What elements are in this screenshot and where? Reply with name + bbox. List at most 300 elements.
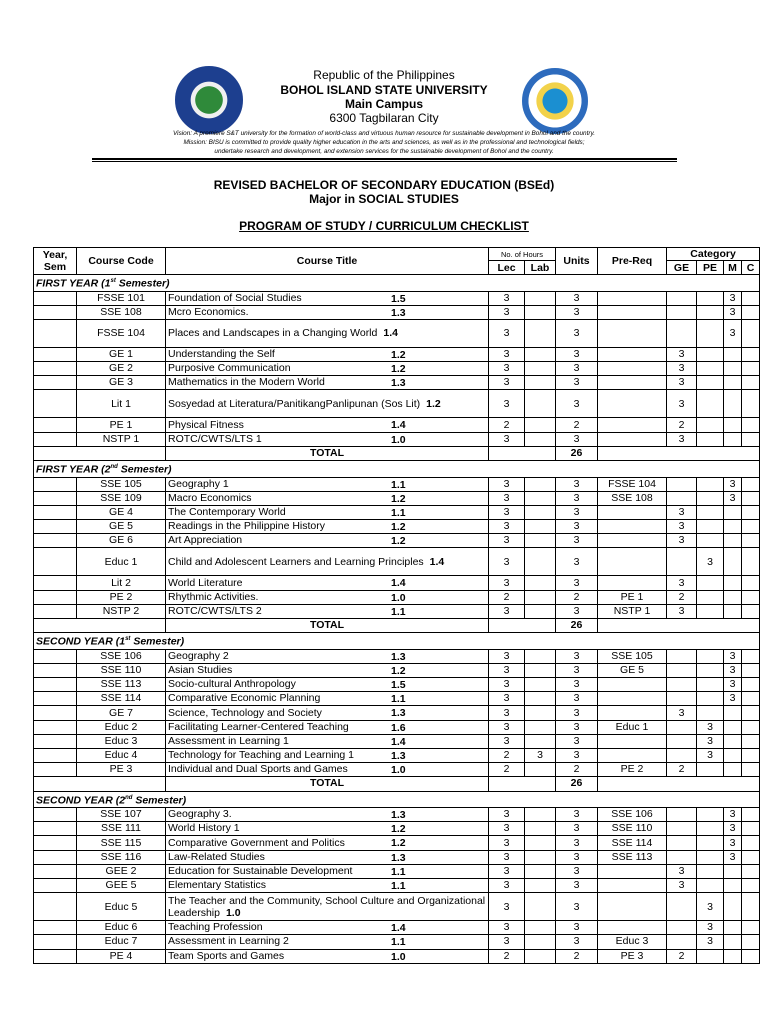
col-no-of-hours: No. of Hours bbox=[489, 248, 556, 261]
year-sem-cell bbox=[34, 520, 77, 534]
category-ge: 3 bbox=[667, 864, 697, 878]
pre-req: SSE 108 bbox=[598, 491, 667, 505]
units: 3 bbox=[556, 305, 598, 319]
course-title-text: Geography 1 bbox=[168, 477, 229, 490]
course-title-text: Team Sports and Games bbox=[168, 949, 285, 962]
category-ge: 3 bbox=[667, 362, 697, 376]
category-pe: 3 bbox=[697, 548, 724, 576]
category-m bbox=[724, 935, 742, 949]
course-title bbox=[166, 362, 489, 376]
semester-row bbox=[34, 633, 760, 650]
year-sem-cell bbox=[34, 720, 77, 734]
course-code: FSSE 101 bbox=[77, 291, 166, 305]
year-sem-cell bbox=[34, 663, 77, 677]
course-title bbox=[166, 376, 489, 390]
category-pe bbox=[697, 376, 724, 390]
lec-hours: 3 bbox=[489, 390, 525, 418]
lec-hours: 3 bbox=[489, 362, 525, 376]
units: 3 bbox=[556, 604, 598, 618]
lab-hours bbox=[525, 319, 556, 347]
category-pe bbox=[697, 305, 724, 319]
units: 3 bbox=[556, 376, 598, 390]
course-title bbox=[166, 808, 489, 822]
pre-req: GE 5 bbox=[598, 663, 667, 677]
units: 3 bbox=[556, 505, 598, 519]
course-row bbox=[34, 604, 760, 618]
header-divider bbox=[92, 158, 677, 160]
pre-req bbox=[598, 418, 667, 432]
category-c bbox=[742, 935, 760, 949]
course-title bbox=[166, 590, 489, 604]
course-title-text: Science, Technology and Society bbox=[168, 706, 322, 719]
year-sem-cell bbox=[34, 590, 77, 604]
category-c bbox=[742, 649, 760, 663]
category-m bbox=[724, 362, 742, 376]
units: 3 bbox=[556, 362, 598, 376]
lab-hours bbox=[525, 376, 556, 390]
course-code: PE 3 bbox=[77, 763, 166, 777]
course-code: Educ 3 bbox=[77, 734, 166, 748]
category-c bbox=[742, 921, 760, 935]
lec-hours: 3 bbox=[489, 720, 525, 734]
total-hours-spacer bbox=[489, 619, 556, 633]
category-pe bbox=[697, 836, 724, 850]
course-row bbox=[34, 864, 760, 878]
col-ge: GE bbox=[667, 261, 697, 275]
lab-hours bbox=[525, 808, 556, 822]
category-m bbox=[724, 893, 742, 921]
course-title-number: 1.2 bbox=[391, 535, 406, 548]
course-code: SSE 111 bbox=[77, 822, 166, 836]
course-title-number: 1.3 bbox=[391, 750, 406, 762]
year-sem-cell bbox=[34, 734, 77, 748]
course-title-text: Geography 2 bbox=[168, 649, 229, 662]
total-rest-spacer bbox=[598, 619, 760, 633]
category-ge bbox=[667, 749, 697, 763]
course-row bbox=[34, 590, 760, 604]
total-rest-spacer bbox=[598, 777, 760, 791]
course-title-number: 1.3 bbox=[391, 707, 406, 720]
col-units: Units bbox=[556, 248, 598, 275]
category-m bbox=[724, 576, 742, 590]
course-title bbox=[166, 432, 489, 446]
lec-hours: 2 bbox=[489, 949, 525, 963]
lec-hours: 3 bbox=[489, 376, 525, 390]
col-course-title: Course Title bbox=[166, 248, 489, 275]
pre-req: PE 2 bbox=[598, 763, 667, 777]
lab-hours bbox=[525, 548, 556, 576]
category-ge bbox=[667, 649, 697, 663]
category-m: 3 bbox=[724, 663, 742, 677]
lab-hours bbox=[525, 678, 556, 692]
units: 3 bbox=[556, 921, 598, 935]
year-sem-cell bbox=[34, 319, 77, 347]
year-sem-cell bbox=[34, 390, 77, 418]
units: 3 bbox=[556, 822, 598, 836]
course-title-text: Teaching Profession bbox=[168, 921, 263, 934]
course-title bbox=[166, 921, 489, 935]
course-title-text: Elementary Statistics bbox=[168, 879, 267, 892]
category-pe bbox=[697, 319, 724, 347]
course-row bbox=[34, 921, 760, 935]
category-c bbox=[742, 418, 760, 432]
course-title bbox=[166, 836, 489, 850]
category-pe: 3 bbox=[697, 749, 724, 763]
course-title-number: 1.3 bbox=[391, 851, 406, 864]
pre-req bbox=[598, 548, 667, 576]
year-sem-cell bbox=[34, 893, 77, 921]
pre-req bbox=[598, 864, 667, 878]
units: 3 bbox=[556, 836, 598, 850]
total-hours-spacer bbox=[489, 446, 556, 460]
course-row bbox=[34, 720, 760, 734]
category-c bbox=[742, 879, 760, 893]
course-title bbox=[166, 520, 489, 534]
course-code: GEE 2 bbox=[77, 864, 166, 878]
category-ge bbox=[667, 491, 697, 505]
pre-req bbox=[598, 734, 667, 748]
lab-hours bbox=[525, 418, 556, 432]
course-title-text: Art Appreciation bbox=[168, 534, 243, 547]
col-c: C bbox=[742, 261, 760, 275]
category-c bbox=[742, 491, 760, 505]
course-title-number: 1.4 bbox=[383, 327, 398, 340]
category-c bbox=[742, 305, 760, 319]
category-c bbox=[742, 893, 760, 921]
category-m: 3 bbox=[724, 291, 742, 305]
category-pe: 3 bbox=[697, 935, 724, 949]
course-code: Educ 4 bbox=[77, 749, 166, 763]
lab-hours bbox=[525, 520, 556, 534]
course-title-text: Child and Adolescent Learners and Learning Principles bbox=[168, 555, 424, 568]
lec-hours: 3 bbox=[489, 893, 525, 921]
total-row bbox=[34, 446, 760, 460]
course-code: Educ 2 bbox=[77, 720, 166, 734]
col-lab: Lab bbox=[525, 261, 556, 275]
course-title bbox=[166, 491, 489, 505]
course-title-text: ROTC/CWTS/LTS 1 bbox=[168, 432, 262, 445]
category-c bbox=[742, 836, 760, 850]
total-units: 26 bbox=[556, 619, 598, 633]
category-m: 3 bbox=[724, 305, 742, 319]
category-pe bbox=[697, 291, 724, 305]
year-sem-cell bbox=[34, 505, 77, 519]
lec-hours: 3 bbox=[489, 808, 525, 822]
category-m bbox=[724, 749, 742, 763]
category-ge: 3 bbox=[667, 706, 697, 720]
category-c bbox=[742, 850, 760, 864]
course-title-number: 1.1 bbox=[391, 605, 406, 618]
units: 3 bbox=[556, 734, 598, 748]
course-title bbox=[166, 291, 489, 305]
year-sem-cell bbox=[34, 850, 77, 864]
lab-hours bbox=[525, 491, 556, 505]
course-row bbox=[34, 376, 760, 390]
course-code: Educ 5 bbox=[77, 893, 166, 921]
course-title bbox=[166, 649, 489, 663]
course-code: NSTP 2 bbox=[77, 604, 166, 618]
lec-hours: 2 bbox=[489, 590, 525, 604]
category-pe bbox=[697, 520, 724, 534]
university-name: BOHOL ISLAND STATE UNIVERSITY bbox=[280, 83, 488, 97]
course-code: SSE 110 bbox=[77, 663, 166, 677]
category-m: 3 bbox=[724, 477, 742, 491]
category-pe bbox=[697, 432, 724, 446]
course-title bbox=[166, 850, 489, 864]
category-ge bbox=[667, 548, 697, 576]
course-row bbox=[34, 534, 760, 548]
lab-hours bbox=[525, 850, 556, 864]
course-title bbox=[166, 720, 489, 734]
lec-hours: 3 bbox=[489, 576, 525, 590]
units: 3 bbox=[556, 477, 598, 491]
lec-hours: 3 bbox=[489, 505, 525, 519]
category-pe bbox=[697, 949, 724, 963]
lec-hours: 3 bbox=[489, 649, 525, 663]
units: 3 bbox=[556, 678, 598, 692]
lab-hours bbox=[525, 935, 556, 949]
category-ge: 3 bbox=[667, 505, 697, 519]
pre-req: PE 3 bbox=[598, 949, 667, 963]
course-title-number: 1.4 bbox=[429, 555, 445, 568]
lec-hours: 3 bbox=[489, 864, 525, 878]
category-pe: 3 bbox=[697, 921, 724, 935]
course-title bbox=[166, 390, 489, 418]
units: 3 bbox=[556, 935, 598, 949]
lab-hours bbox=[525, 534, 556, 548]
course-title bbox=[166, 879, 489, 893]
lab-hours bbox=[525, 576, 556, 590]
category-m bbox=[724, 505, 742, 519]
city-line: 6300 Tagbilaran City bbox=[329, 111, 439, 125]
lec-hours: 3 bbox=[489, 291, 525, 305]
pre-req: PE 1 bbox=[598, 590, 667, 604]
course-row bbox=[34, 893, 760, 921]
semester-row bbox=[34, 791, 760, 808]
course-title-text: ROTC/CWTS/LTS 2 bbox=[168, 604, 262, 617]
category-ge bbox=[667, 836, 697, 850]
total-spacer bbox=[34, 446, 166, 460]
category-m bbox=[724, 734, 742, 748]
category-m bbox=[724, 590, 742, 604]
units: 2 bbox=[556, 418, 598, 432]
year-sem-cell bbox=[34, 649, 77, 663]
category-m bbox=[724, 879, 742, 893]
pre-req: SSE 106 bbox=[598, 808, 667, 822]
course-title-number: 1.0 bbox=[391, 591, 406, 604]
category-m bbox=[724, 376, 742, 390]
category-ge bbox=[667, 692, 697, 706]
lab-hours bbox=[525, 763, 556, 777]
category-ge: 3 bbox=[667, 432, 697, 446]
course-title-text: Macro Economics bbox=[168, 491, 252, 504]
units: 3 bbox=[556, 879, 598, 893]
course-title-number: 1.5 bbox=[391, 292, 406, 305]
course-row bbox=[34, 808, 760, 822]
program-title: REVISED BACHELOR OF SECONDARY EDUCATION (BSEd) bbox=[213, 178, 555, 192]
category-c bbox=[742, 319, 760, 347]
course-code: SSE 106 bbox=[77, 649, 166, 663]
lec-hours: 3 bbox=[489, 520, 525, 534]
course-row bbox=[34, 520, 760, 534]
pre-req bbox=[598, 505, 667, 519]
course-code: SSE 105 bbox=[77, 477, 166, 491]
units: 3 bbox=[556, 649, 598, 663]
curriculum-table bbox=[33, 247, 760, 964]
total-spacer bbox=[34, 619, 166, 633]
course-title-text: The Teacher and the Community, School Culture and Organizational Leadership bbox=[168, 894, 486, 919]
pre-req: SSE 105 bbox=[598, 649, 667, 663]
category-c bbox=[742, 576, 760, 590]
course-row bbox=[34, 749, 760, 763]
pre-req: SSE 114 bbox=[598, 836, 667, 850]
category-pe bbox=[697, 534, 724, 548]
category-m bbox=[724, 921, 742, 935]
pre-req: Educ 3 bbox=[598, 935, 667, 949]
category-m bbox=[724, 949, 742, 963]
course-title-number: 1.4 bbox=[391, 735, 406, 748]
category-ge: 3 bbox=[667, 347, 697, 361]
semester-label: FIRST YEAR (1st Semester) bbox=[34, 275, 760, 292]
course-title-text: Mathematics in the Modern World bbox=[168, 376, 325, 389]
category-m: 3 bbox=[724, 649, 742, 663]
lab-hours bbox=[525, 921, 556, 935]
course-code: GE 1 bbox=[77, 347, 166, 361]
lec-hours: 3 bbox=[489, 678, 525, 692]
semester-label: FIRST YEAR (2nd Semester) bbox=[34, 461, 760, 478]
course-code: GE 3 bbox=[77, 376, 166, 390]
category-c bbox=[742, 590, 760, 604]
lab-hours bbox=[525, 390, 556, 418]
category-pe bbox=[697, 879, 724, 893]
year-sem-cell bbox=[34, 864, 77, 878]
course-code: GE 4 bbox=[77, 505, 166, 519]
course-title-text: Foundation of Social Studies bbox=[168, 291, 302, 304]
course-title-number: 1.0 bbox=[391, 950, 406, 963]
course-row bbox=[34, 477, 760, 491]
lec-hours: 3 bbox=[489, 921, 525, 935]
course-row bbox=[34, 734, 760, 748]
category-ge bbox=[667, 663, 697, 677]
year-sem-cell bbox=[34, 822, 77, 836]
category-c bbox=[742, 949, 760, 963]
mission-statement: Mission: BISU is committed to provide quality higher education in the arts and sciences, as well as in the professional and technological fields; bbox=[183, 139, 585, 146]
col-pre-req: Pre-Req bbox=[598, 248, 667, 275]
republic-line: Republic of the Philippines bbox=[313, 68, 455, 82]
course-title-text: Assessment in Learning 1 bbox=[168, 734, 289, 747]
category-ge bbox=[667, 734, 697, 748]
units: 3 bbox=[556, 432, 598, 446]
col-category: Category bbox=[667, 248, 760, 261]
course-title bbox=[166, 734, 489, 748]
course-title-text: Comparative Economic Planning bbox=[168, 692, 321, 705]
pre-req bbox=[598, 347, 667, 361]
category-ge bbox=[667, 319, 697, 347]
pre-req bbox=[598, 319, 667, 347]
year-sem-cell bbox=[34, 376, 77, 390]
category-ge bbox=[667, 720, 697, 734]
course-title bbox=[166, 347, 489, 361]
year-sem-cell bbox=[34, 692, 77, 706]
year-sem-cell bbox=[34, 604, 77, 618]
course-code: SSE 115 bbox=[77, 836, 166, 850]
pre-req bbox=[598, 879, 667, 893]
category-c bbox=[742, 390, 760, 418]
category-pe bbox=[697, 362, 724, 376]
course-title bbox=[166, 749, 489, 763]
category-c bbox=[742, 477, 760, 491]
lec-hours: 3 bbox=[489, 836, 525, 850]
course-row bbox=[34, 706, 760, 720]
category-m: 3 bbox=[724, 850, 742, 864]
category-c bbox=[742, 864, 760, 878]
year-sem-cell bbox=[34, 305, 77, 319]
lec-hours: 2 bbox=[489, 418, 525, 432]
course-code: FSSE 104 bbox=[77, 319, 166, 347]
category-pe: 3 bbox=[697, 893, 724, 921]
year-sem-cell bbox=[34, 548, 77, 576]
course-title-text: Education for Sustainable Development bbox=[168, 864, 353, 877]
category-m: 3 bbox=[724, 319, 742, 347]
total-units: 26 bbox=[556, 777, 598, 791]
course-title-text: Geography 3. bbox=[168, 808, 232, 821]
year-sem-cell bbox=[34, 418, 77, 432]
course-row bbox=[34, 692, 760, 706]
lab-hours bbox=[525, 590, 556, 604]
course-title bbox=[166, 935, 489, 949]
category-c bbox=[742, 678, 760, 692]
units: 3 bbox=[556, 893, 598, 921]
course-title bbox=[166, 949, 489, 963]
category-c bbox=[742, 692, 760, 706]
pre-req bbox=[598, 432, 667, 446]
course-title-text: Rhythmic Activities. bbox=[168, 590, 259, 603]
lab-hours bbox=[525, 477, 556, 491]
vision-statement: Vision: A premiere S&T university for the formation of world-class and virtuous human resource for sustainable development in Bohol and the country. bbox=[173, 130, 595, 137]
campus-name: Main Campus bbox=[344, 97, 423, 111]
year-sem-cell bbox=[34, 879, 77, 893]
pre-req bbox=[598, 921, 667, 935]
category-pe bbox=[697, 390, 724, 418]
lec-hours: 3 bbox=[489, 347, 525, 361]
lab-hours bbox=[525, 505, 556, 519]
category-m bbox=[724, 706, 742, 720]
total-rest-spacer bbox=[598, 446, 760, 460]
units: 2 bbox=[556, 949, 598, 963]
course-title-number: 1.0 bbox=[225, 906, 241, 919]
course-title-number: 1.2 bbox=[391, 823, 406, 836]
category-pe bbox=[697, 678, 724, 692]
course-row bbox=[34, 663, 760, 677]
lab-hours bbox=[525, 604, 556, 618]
category-pe bbox=[697, 590, 724, 604]
course-title-number: 1.2 bbox=[391, 363, 406, 376]
course-title bbox=[166, 763, 489, 777]
category-m: 3 bbox=[724, 836, 742, 850]
lab-hours bbox=[525, 362, 556, 376]
category-pe bbox=[697, 822, 724, 836]
year-sem-cell bbox=[34, 432, 77, 446]
lec-hours: 3 bbox=[489, 491, 525, 505]
units: 3 bbox=[556, 864, 598, 878]
course-title bbox=[166, 418, 489, 432]
category-pe bbox=[697, 505, 724, 519]
semester-row bbox=[34, 461, 760, 478]
course-row bbox=[34, 822, 760, 836]
course-row bbox=[34, 432, 760, 446]
lab-hours bbox=[525, 720, 556, 734]
course-row bbox=[34, 548, 760, 576]
